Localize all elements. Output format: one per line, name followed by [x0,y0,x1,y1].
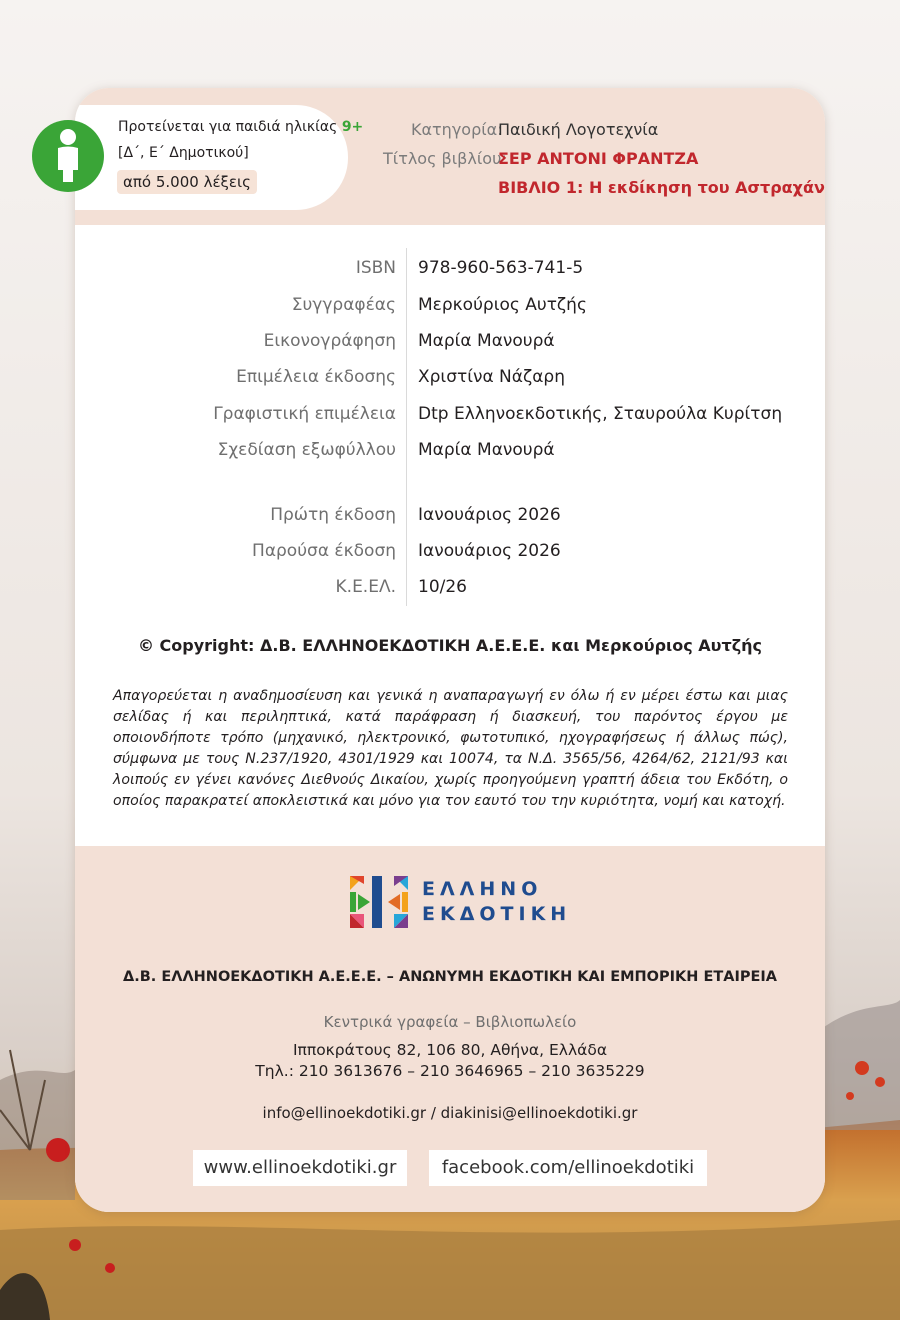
detail-label: ISBN [355,258,396,278]
author-value: Μερκούριος Αυτζής [418,295,587,315]
phone-numbers: Τηλ.: 210 3613676 – 210 3646965 – 210 3635229 [255,1062,645,1080]
grades-text: [Δ΄, Ε΄ Δημοτικού] [118,145,249,161]
detail-label: Κ.Ε.ΕΛ. [335,577,396,597]
title-label: Τίτλος βιβλίου: [383,149,507,168]
age-recommendation-text: Προτείνεται για παιδιά ηλικίας 9+ [118,119,364,135]
editor-value: Χριστίνα Νάζαρη [418,367,565,387]
detail-label: Επιμέλεια έκδοσης [236,367,396,387]
isbn-value: 978-960-563-741-5 [418,258,584,278]
publisher-logo-line2: ΕΚΔΟΤΙΚΗ [422,903,572,925]
detail-label: Σχεδίαση εξωφύλλου [217,440,396,460]
company-name: Δ.Β. ΕΛΛΗΝΟΕΚΔΟΤΙΚΗ Α.Ε.Ε.Ε. – ΑΝΩΝΥΜΗ ΕΚΔΟΤΙΚΗ ΚΑΙ ΕΜΠΟΡΙΚΗ ΕΤΑΙΡΕΙΑ [122,969,778,985]
first-edition-value: Ιανουάριος 2026 [418,505,561,525]
copyright-line: © Copyright: Δ.Β. ΕΛΛΗΝΟΕΚΔΟΤΙΚΗ Α.Ε.Ε.Ε. και Μερκούριος Αυτζής [137,636,763,655]
publisher-logo-line1: ΕΛΛΗΝΟ [422,878,543,900]
email-addresses[interactable]: info@ellinoekdotiki.gr / diakinisi@ellinoekdotiki.gr [262,1104,638,1122]
keel-value: 10/26 [418,577,467,597]
illustrator-value: Μαρία Μανουρά [418,331,555,351]
child-icon [32,120,104,192]
detail-label: Γραφιστική επιμέλεια [213,404,396,424]
word-count-badge: από 5.000 λέξεις [117,170,257,194]
age-value: 9+ [341,119,364,135]
legal-notice: Απαγορεύεται η αναδημοσίευση και γενικά η αναπαραγωγή εν όλω ή εν μέρει έστω και μιας σελίδας ή και περιληπτικά, κατά παράφραση ή διασκευή, του παρόντος έργου με οποιονδήποτε τρόπο (μηχανικό, ηλεκτρονικό, φωτοτυπικό, ηχογραφήσεως ή άλλως πώς), σύμφωνα με τους Ν.237/1920, 4301/1929 και 10074, τα Ν.Δ. 3565/56, 4264/62, 2121/93 και λοιπούς εν γένει κανόνες Διεθνούς Δικαίου, χωρίς προηγούμενη γραπτή άδεια του Εκδότη, ο οποίος παρακρατεί αποκλειστικά και μόνο για τον εαυτό του την κυριότητα, νομή και κατοχή. [113,688,788,809]
cover-design-value: Μαρία Μανουρά [418,440,555,460]
book-title: ΣΕΡ ΑΝΤΟΝΙ ΦΡΑΝΤΖΑ [498,149,699,168]
detail-label: Συγγραφέας [291,295,396,315]
category-value: Παιδική Λογοτεχνία [498,120,659,139]
facebook-link[interactable]: facebook.com/ellinoekdotiki [429,1150,707,1186]
publisher-logo-icon [350,876,408,928]
details-divider [406,248,407,606]
current-edition-value: Ιανουάριος 2026 [418,541,561,561]
book-subtitle: ΒΙΒΛΙΟ 1: Η εκδίκηση του Αστραχάν [498,178,825,197]
graphic-design-value: Dtp Ελληνοεκδοτικής, Σταυρούλα Κυρίτση [418,404,783,424]
detail-label: Παρούσα έκδοση [252,541,396,561]
address: Ιπποκράτους 82, 106 80, Αθήνα, Ελλάδα [292,1041,608,1059]
website-link[interactable]: www.ellinoekdotiki.gr [193,1150,407,1186]
detail-label: Πρώτη έκδοση [270,505,396,525]
detail-label: Εικονογράφηση [263,331,396,351]
headquarters-label: Κεντρικά γραφεία – Βιβλιοπωλείο [323,1013,577,1031]
category-label: Κατηγορία: [411,120,503,139]
